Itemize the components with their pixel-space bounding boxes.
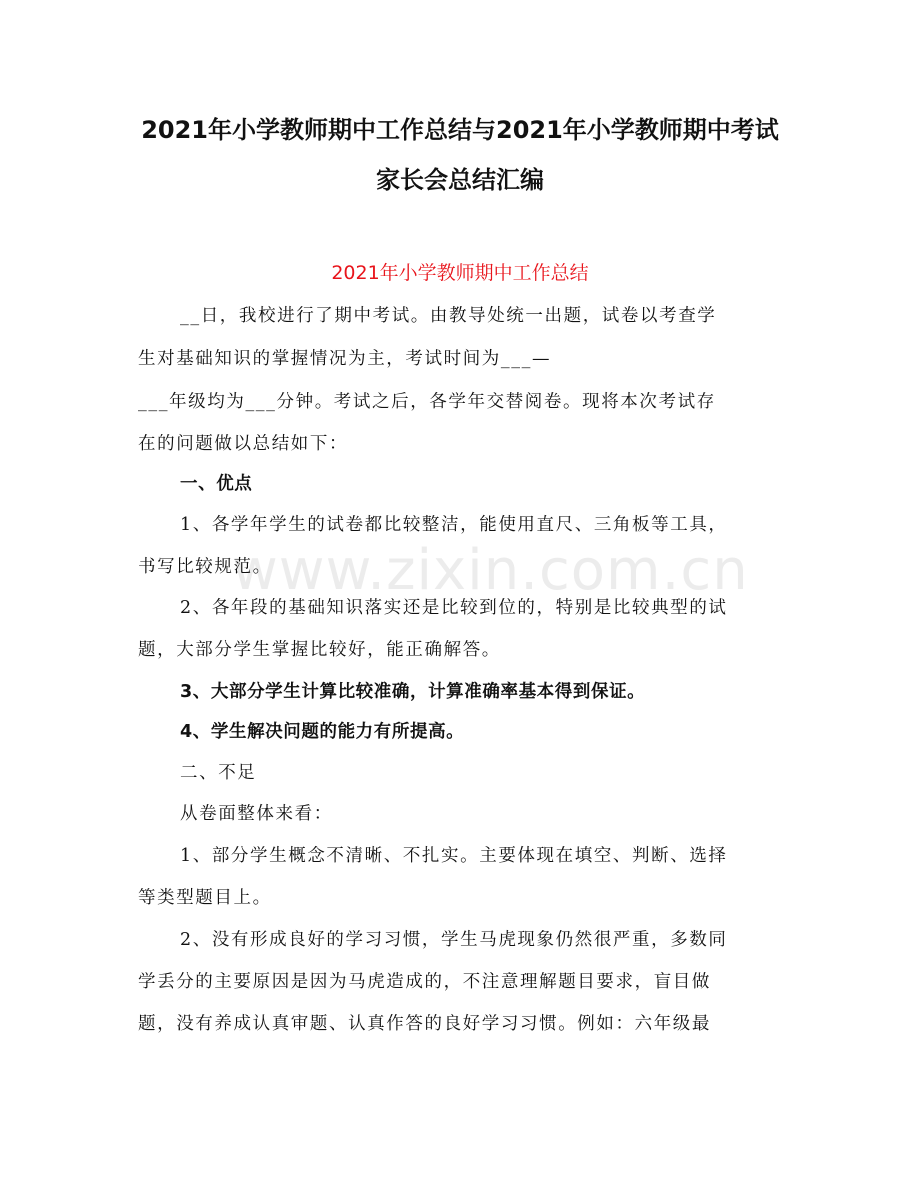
paragraph-line: 等类型题目上。 — [138, 888, 272, 908]
paragraph-line: 在的问题做以总结如下： — [138, 434, 349, 454]
paragraph-line: 2、没有形成良好的学习习惯，学生马虎现象仍然很严重，多数同 — [180, 930, 728, 950]
paragraph-line: 从卷面整体来看： — [180, 804, 333, 824]
bold-paragraph-line: 3、大部分学生计算比较准确，计算准确率基本得到保证。 — [180, 682, 646, 702]
heading-strengths: 一、优点 — [180, 474, 253, 494]
heading-weaknesses: 二、不足 — [180, 763, 257, 783]
paragraph-line: 书写比较规范。 — [138, 557, 272, 577]
paragraph-line: ___年级均为___分钟。考试之后，各学年交替阅卷。现将本次考试存 — [138, 392, 716, 412]
paragraph-line: 题，没有养成认真审题、认真作答的良好学习习惯。例如：六年级最 — [138, 1014, 711, 1034]
bold-paragraph-line: 4、学生解决问题的能力有所提高。 — [180, 722, 465, 742]
paragraph-line: 1、各学年学生的试卷都比较整洁，能使用直尺、三角板等工具， — [180, 515, 728, 535]
paragraph-line: __日，我校进行了期中考试。由教导处统一出题，试卷以考查学 — [180, 306, 717, 326]
paragraph-line: 题，大部分学生掌握比较好，能正确解答。 — [138, 640, 501, 660]
watermark: www.zixin.com.cn — [232, 538, 749, 603]
document-title-line-2: 家长会总结汇编 — [376, 166, 544, 194]
document-title-line-1: 2021年小学教师期中工作总结与2021年小学教师期中考试 — [141, 116, 779, 144]
paragraph-line: 2、各年段的基础知识落实还是比较到位的，特别是比较典型的试 — [180, 598, 728, 618]
section-title: 2021年小学教师期中工作总结 — [331, 262, 589, 284]
paragraph-line: 学丢分的主要原因是因为马虎造成的，不注意理解题目要求，盲目做 — [138, 972, 711, 992]
paragraph-line: 1、部分学生概念不清晰、不扎实。主要体现在填空、判断、选择 — [180, 846, 728, 866]
paragraph-line: 生对基础知识的掌握情况为主，考试时间为___— — [138, 349, 552, 369]
